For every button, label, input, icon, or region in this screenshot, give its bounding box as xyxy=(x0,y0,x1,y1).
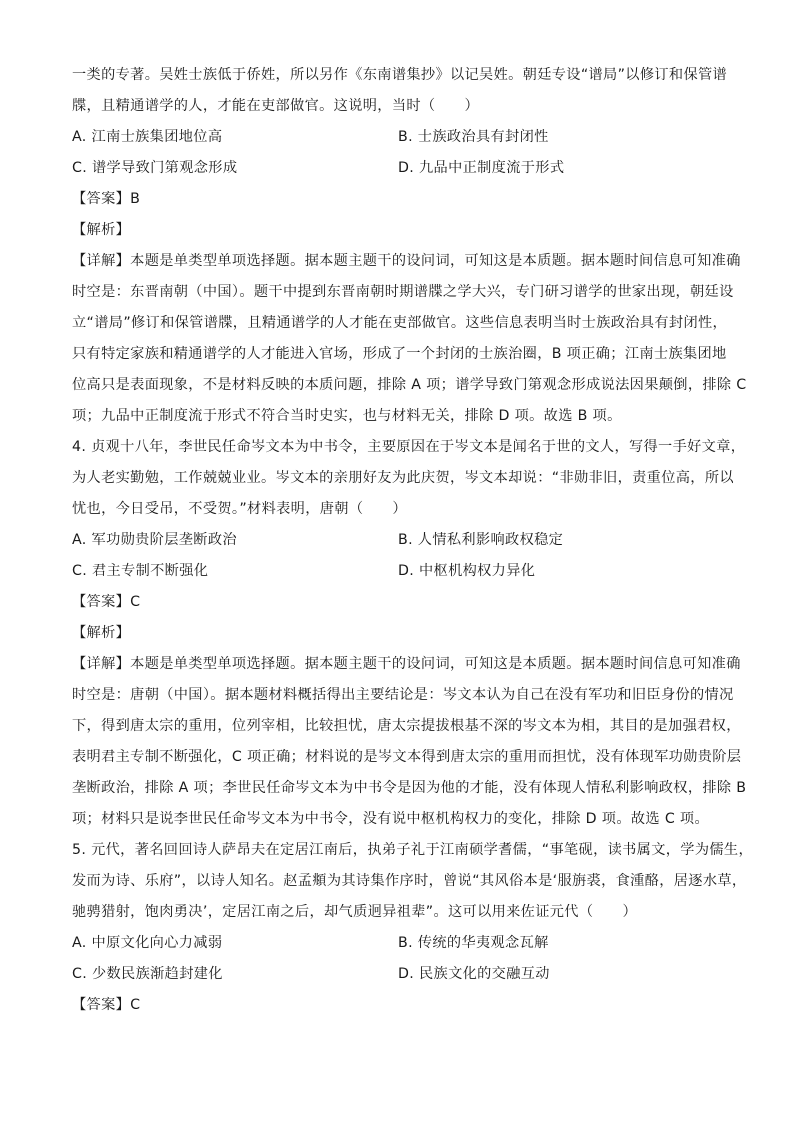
answer-label: 【答案】C xyxy=(72,594,141,610)
option-d: D. 九品中正制度流于形式 xyxy=(398,160,565,176)
option-d: D. 民族文化的交融互动 xyxy=(398,966,550,982)
analysis-label: 【解析】 xyxy=(72,625,131,641)
option-b: B. 人情私利影响政权稳定 xyxy=(398,532,564,548)
question-stem-line: 为人老实勤勉，工作兢兢业业。岑文本的亲朋好友为此庆贺，岑文本却说：“非勋非旧，责重位高，所以 xyxy=(72,470,734,486)
question-stem-line: 忧也，今日受吊，不受贺。”材料表明，唐朝（ ） xyxy=(72,501,407,517)
question-5 xyxy=(72,835,753,1021)
detail-line: 【详解】本题是单类型单项选择题。据本题主题干的设问词，可知这是本质题。据本题时间信息可知准确 xyxy=(72,656,741,672)
detail-line: 只有特定家族和精通谱学的人才能进入官场，形成了一个封闭的士族治圈，B 项正确；江南士族集团地 xyxy=(72,346,727,362)
question-stem-line: 5. 元代，著名回回诗人萨昂夫在定居江南后，执弟子礼于江南硕学耆儒，“事笔砚，读书属文，学为儒生， xyxy=(72,842,753,858)
question-stem-line: 4. 贞观十八年，李世民任命岑文本为中书令，主要原因在于岑文本是闻名于世的文人，写得一手好文章， xyxy=(72,439,746,455)
options-row xyxy=(72,556,732,587)
option-a: A. 军功勋贵阶层垄断政治 xyxy=(72,532,237,548)
detail-line: 位高只是表面现象，不是材料反映的本质问题，排除 A 项；谱学导致门第观念形成说法因果颠倒，排除 C xyxy=(72,377,747,393)
detail-line: 项；材料只是说李世民任命岑文本为中书令，没有说中枢机构权力的变化，排除 D 项。故选 C 项。 xyxy=(72,811,710,827)
document-page xyxy=(72,60,753,1021)
answer-label: 【答案】C xyxy=(72,997,141,1013)
option-d: D. 中枢机构权力异化 xyxy=(398,563,536,579)
detail-line: 垄断政治，排除 A 项；李世民任命岑文本为中书令是因为他的才能，没有体现人情私利影响政权，排除 B xyxy=(72,780,747,796)
detail-line: 下，得到唐太宗的重用，位列宰相，比较担忧，唐太宗提拔根基不深的岑文本为相，其目的是加强君权， xyxy=(72,718,741,734)
answer-label: 【答案】B xyxy=(72,191,141,207)
detail-line: 时空是：东晋南朝（中国）。题干中提到东晋南朝时期谱牒之学大兴，专门研习谱学的世家出现，朝廷设 xyxy=(72,284,734,300)
options-row xyxy=(72,928,732,959)
options-row xyxy=(72,959,732,990)
question-stem-line: 驰骋猎射，饱肉勇决’，定居江南之后，却气质迥异祖辈”。这可以用来佐证元代（ ） xyxy=(72,904,637,920)
detail-line: 时空是：唐朝（中国）。据本题材料概括得出主要结论是：岑文本认为自己在没有军功和旧臣身份的情况 xyxy=(72,687,734,703)
options-row xyxy=(72,525,732,556)
detail-line: 表明君主专制不断强化，C 项正确；材料说的是岑文本得到唐太宗的重用而担忧，没有体现军功勋贵阶层 xyxy=(72,749,742,765)
detail-line: 【详解】本题是单类型单项选择题。据本题主题干的设问词，可知这是本质题。据本题时间信息可知准确 xyxy=(72,253,741,269)
detail-line: 立“谱局”修订和保管谱牒，且精通谱学的人才能在吏部做官。这些信息表明当时士族政治具有封闭性， xyxy=(72,315,728,331)
options-row xyxy=(72,153,732,184)
option-c: C. 谱学导致门第观念形成 xyxy=(72,160,238,176)
question-stem-line: 一类的专著。吴姓士族低于侨姓，所以另作《东南谱集抄》以记吴姓。朝廷专设“谱局”以修订和保管谱 xyxy=(72,67,728,83)
option-c: C. 君主专制不断强化 xyxy=(72,563,209,579)
question-stem-line: 牒，且精通谱学的人，才能在吏部做官。这说明，当时（ ） xyxy=(72,98,480,114)
option-b: B. 士族政治具有封闭性 xyxy=(398,129,549,145)
question-stem-line: 发而为诗、乐府”，以诗人知名。赵孟頫为其诗集作序时，曾说“其风俗本是‘服旃裘，食湩酪，居逐水草， xyxy=(72,873,747,889)
option-c: C. 少数民族渐趋封建化 xyxy=(72,966,223,982)
option-a: A. 江南士族集团地位高 xyxy=(72,129,223,145)
question-3 xyxy=(72,60,747,432)
options-row xyxy=(72,122,732,153)
option-a: A. 中原文化向心力减弱 xyxy=(72,935,223,951)
option-b: B. 传统的华夷观念瓦解 xyxy=(398,935,549,951)
question-4 xyxy=(72,432,747,835)
detail-line: 项；九品中正制度流于形式不符合当时史实，也与材料无关，排除 D 项。故选 B 项。 xyxy=(72,408,622,424)
analysis-label: 【解析】 xyxy=(72,222,131,238)
